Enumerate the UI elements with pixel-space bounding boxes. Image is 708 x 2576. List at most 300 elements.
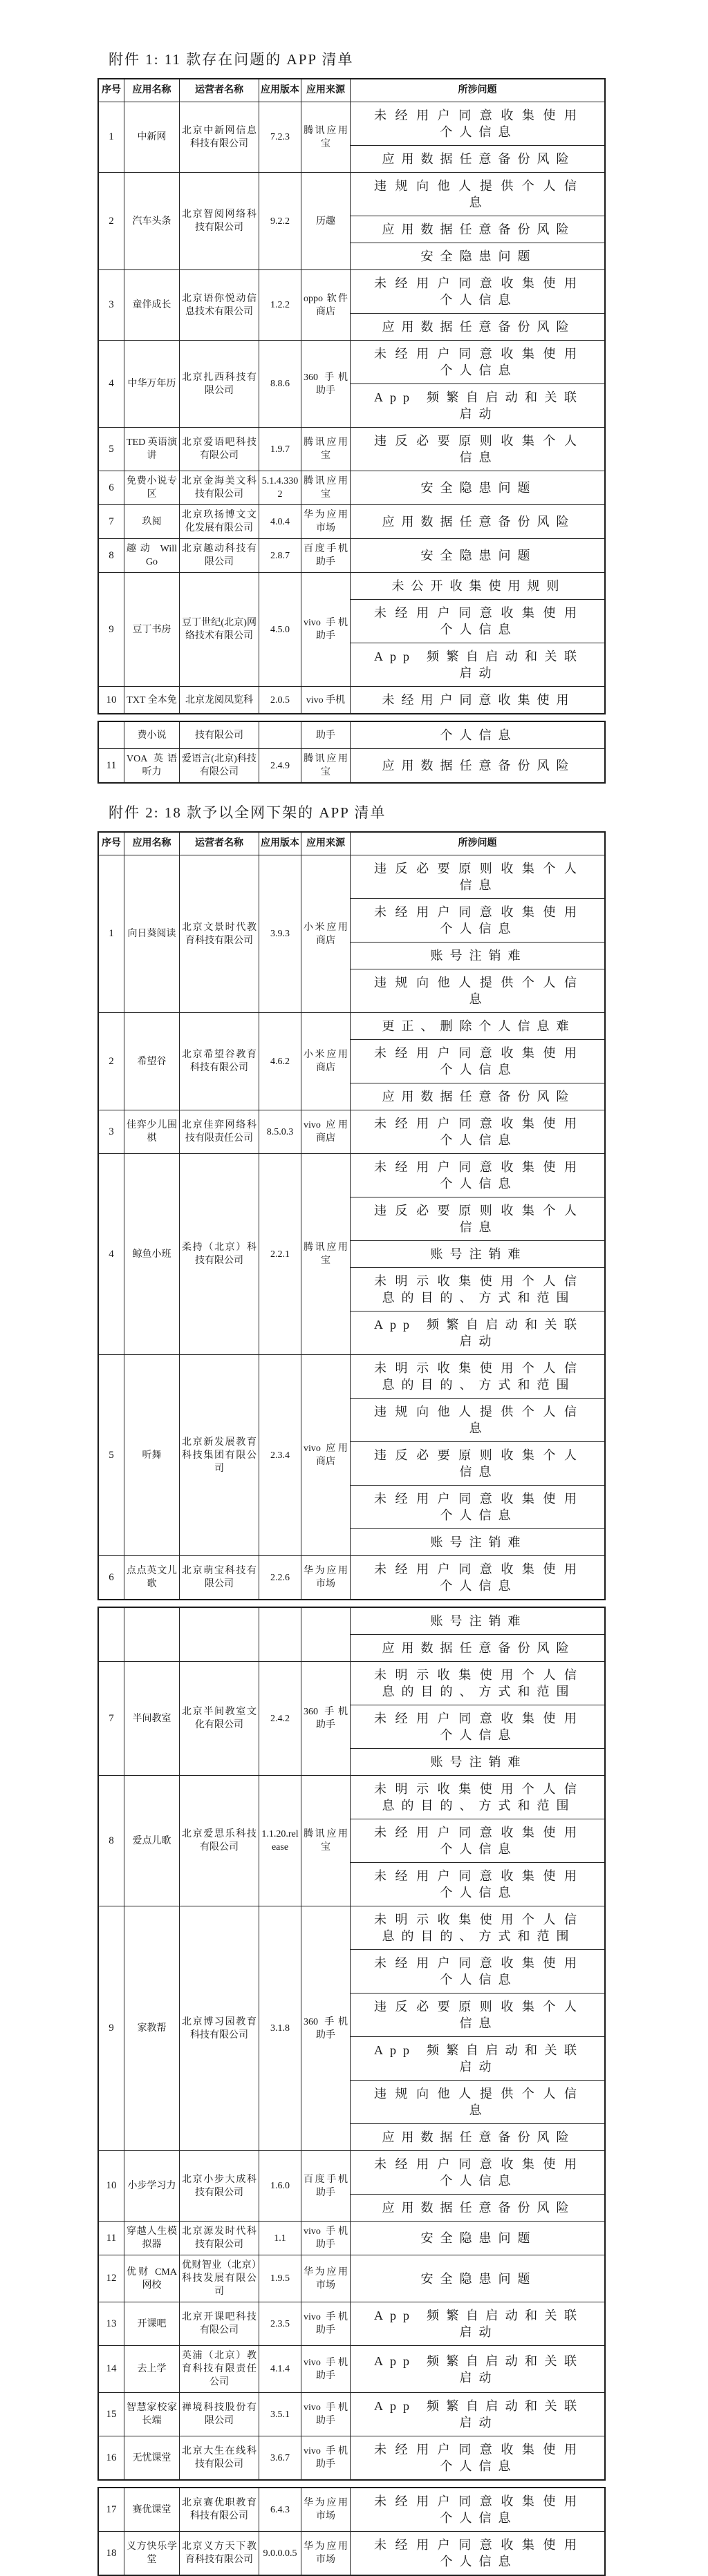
issue-item-text: 未经用户同意收集使用个人信息: [374, 1046, 584, 1077]
version-cell-text: 8.5.0.3: [266, 1126, 294, 1137]
app-name-cell-text: VOA 英语听力: [127, 754, 177, 777]
issues-cell: [350, 1662, 604, 1775]
column-header: [179, 79, 259, 102]
issue-item: [351, 2255, 604, 2302]
attachment-2-title: 附件 2: 18 款予以全网下架的 APP 清单: [109, 804, 386, 821]
version-cell: [259, 1906, 301, 2150]
issue-item: [351, 2488, 604, 2531]
issue-item-text: 违反必要原则收集个人信息: [374, 2000, 584, 2030]
seq-cell: [99, 428, 124, 471]
seq-cell-text: 4: [109, 1248, 114, 1260]
issue-item-text: 未经用户同意收集使用个人信息: [374, 2538, 584, 2568]
operator-cell: [179, 341, 259, 427]
source-cell-text: 腾讯应用宝: [304, 476, 348, 500]
issue-item: [351, 1039, 604, 1083]
operator-cell-text: 北京赛优职教育科技有限公司: [182, 2498, 257, 2521]
issue-item: [351, 102, 604, 145]
column-header: [124, 79, 179, 102]
version-cell-text: 2.8.7: [270, 550, 290, 561]
version-cell: [259, 1776, 301, 1906]
seq-cell-text: 16: [106, 2452, 117, 2463]
issue-item-text: 账号注销难: [430, 1247, 528, 1261]
issue-item-text: 未经用户同意收集使用个人信息: [374, 1492, 584, 1522]
app-name-cell-text: 免费小说专区: [127, 476, 177, 500]
seq-cell-text: 2: [109, 215, 114, 227]
app-row: [99, 2392, 604, 2436]
column-header-text: 序号: [102, 85, 121, 95]
issue-item-text: 未公开收集使用规则: [391, 579, 566, 593]
issue-item: [351, 1197, 604, 1240]
version-cell: [259, 341, 301, 427]
column-header-text: 应用名称: [132, 85, 171, 95]
version-cell-text: 2.3.4: [270, 1450, 290, 1461]
source-cell: [301, 1556, 350, 1599]
seq-cell-text: 10: [106, 694, 117, 705]
operator-cell-text: 北京半间教室文化有限公司: [182, 1707, 257, 1730]
source-cell-text: vivo 应用商店: [304, 1120, 348, 1144]
source-cell-text: 百度手机助手: [304, 2174, 348, 2198]
operator-cell-text: 禅境科技股份有限公司: [182, 2403, 257, 2426]
issues-cell: [350, 341, 604, 427]
seq-cell-text: 8: [109, 549, 114, 561]
seq-cell: [99, 1662, 124, 1775]
issue-item: [351, 1949, 604, 1993]
app-row: [99, 471, 604, 504]
source-cell: [301, 2222, 350, 2255]
app-name-cell: [124, 2393, 179, 2436]
issues-cell: [350, 1556, 604, 1599]
seq-cell: [99, 2346, 124, 2392]
source-cell: [301, 1013, 350, 1110]
issue-item: [351, 505, 604, 538]
issue-item: [351, 722, 604, 748]
version-cell-text: 1.9.5: [270, 2273, 290, 2284]
source-cell-text: vivo 手机助手: [304, 618, 348, 641]
seq-cell: [99, 173, 124, 269]
seq-cell-text: 11: [106, 759, 117, 771]
source-cell: [301, 749, 350, 782]
issue-item-text: 未经用户同意收集使用个人信息: [374, 1160, 584, 1191]
issues-cell: [350, 539, 604, 572]
issue-item: [351, 1993, 604, 2036]
issues-cell: [350, 2255, 604, 2302]
app-name-cell-text: TED 英语演讲: [127, 437, 177, 461]
column-header: [99, 833, 124, 855]
source-cell-text: 华为应用市场: [304, 2266, 348, 2291]
issue-item: [351, 1110, 604, 1153]
table-fragment: [97, 78, 606, 714]
issue-item-text: 违反必要原则收集个人信息: [374, 1448, 584, 1479]
seq-cell: [99, 2255, 124, 2302]
app-name-cell: [124, 1154, 179, 1354]
app-name-cell: [124, 270, 179, 340]
version-cell: [259, 270, 301, 340]
issue-item: [351, 428, 604, 471]
operator-cell: [179, 687, 259, 713]
operator-cell-text: 北京佳弈网络科技有限责任公司: [182, 1120, 257, 1144]
app-name-cell: [124, 539, 179, 572]
issue-item-text: App 频繁自启动和关联启动: [374, 2399, 584, 2430]
issue-item-text: 未经用户同意收集使用个人信息: [374, 905, 584, 936]
operator-cell: [179, 2151, 259, 2221]
app-name-cell-text: 点点英文儿歌: [127, 1566, 177, 1589]
app-name-cell-text: TXT 全本免: [127, 694, 177, 705]
issue-item-text: 未经用户同意收集使用个人信息: [374, 2494, 584, 2525]
source-cell-text: 腾讯应用宝: [304, 1829, 348, 1853]
source-cell-text: 华为应用市场: [304, 510, 348, 533]
operator-cell: [179, 2436, 259, 2479]
issue-item: [351, 1355, 604, 1398]
source-cell: [301, 505, 350, 538]
issue-item: [351, 1485, 604, 1528]
app-name-cell-text: 鲸鱼小班: [132, 1249, 171, 1260]
app-row: [99, 722, 604, 748]
issue-item: [351, 1705, 604, 1748]
app-row: [99, 2150, 604, 2221]
source-cell: [301, 855, 350, 1012]
issue-item: [351, 643, 604, 686]
seq-cell: [99, 341, 124, 427]
app-name-cell-text: 半间教室: [132, 1713, 171, 1724]
issue-item: [351, 1398, 604, 1441]
source-cell-text: 历趣: [316, 216, 335, 227]
seq-cell: [99, 471, 124, 504]
operator-cell-text: 北京智阅网络科技有限公司: [182, 209, 257, 233]
column-header: [301, 833, 350, 855]
issue-item: [351, 313, 604, 340]
app-name-cell: [124, 722, 179, 748]
version-cell: [259, 687, 301, 713]
seq-cell-text: 10: [106, 2180, 117, 2191]
issues-cell: [350, 2346, 604, 2392]
app-name-cell: [124, 2255, 179, 2302]
operator-cell: [179, 749, 259, 782]
issue-item: [351, 383, 604, 427]
table-header-row: [99, 79, 604, 102]
column-header-text: 所涉问题: [458, 85, 497, 95]
version-cell: [259, 1110, 301, 1153]
issue-item: [351, 2151, 604, 2194]
issue-item: [351, 855, 604, 898]
operator-cell: [179, 573, 259, 686]
issue-item: [351, 1906, 604, 1949]
seq-cell: [99, 687, 124, 713]
operator-cell: [179, 2393, 259, 2436]
issue-item: [351, 1608, 604, 1634]
operator-cell-text: 北京扎西科技有限公司: [182, 372, 257, 396]
issue-item-text: 应用数据任意备份风险: [382, 2201, 576, 2215]
seq-cell: [99, 2302, 124, 2345]
app-row: [99, 748, 604, 782]
app-row: [99, 1153, 604, 1354]
issues-cell: [350, 1776, 604, 1906]
version-cell-text: 5.1.4.3302: [261, 476, 299, 500]
column-header-text: 应用版本: [261, 85, 299, 95]
issue-item: [351, 1776, 604, 1819]
operator-cell-text: 北京玖扬博文文化发展有限公司: [182, 510, 257, 533]
app-name-cell: [124, 2532, 179, 2575]
seq-cell-text: 13: [106, 2318, 117, 2329]
source-cell: [301, 2488, 350, 2531]
app-name-cell: [124, 1110, 179, 1153]
seq-cell-text: 9: [109, 623, 114, 635]
app-name-cell: [124, 855, 179, 1012]
source-cell-text: 百度手机助手: [304, 544, 348, 567]
attachment-1-table: [97, 78, 708, 784]
app-row: [99, 2221, 604, 2255]
version-cell-text: 3.5.1: [270, 2409, 290, 2420]
app-name-cell-text: 汽车头条: [132, 216, 171, 227]
version-cell-text: 4.6.2: [270, 1056, 290, 1067]
app-row: [99, 1110, 604, 1153]
seq-cell-text: 7: [109, 1712, 114, 1724]
source-cell-text: 腾讯应用宝: [304, 1242, 348, 1266]
issue-item-text: App 频繁自启动和关联启动: [374, 650, 584, 680]
source-cell: [301, 722, 350, 748]
source-cell: [301, 1355, 350, 1555]
version-cell-text: 1.6.0: [270, 2181, 290, 2191]
seq-cell-text: 8: [109, 1835, 114, 1846]
source-cell: [301, 2436, 350, 2479]
source-cell-text: 腾讯应用宝: [304, 754, 348, 777]
version-cell-text: 2.2.1: [270, 1249, 290, 1260]
app-name-cell: [124, 573, 179, 686]
seq-cell-text: 3: [109, 299, 114, 310]
version-cell: [259, 1013, 301, 1110]
seq-cell-text: 17: [106, 2503, 117, 2515]
issue-item-text: 未经用户同意收集使用个人信息: [374, 1562, 584, 1593]
column-header: [350, 79, 604, 102]
app-name-cell: [124, 341, 179, 427]
source-cell-text: vivo 手机: [306, 694, 346, 705]
version-cell-text: 3.6.7: [270, 2452, 290, 2463]
seq-cell: [99, 539, 124, 572]
seq-cell: [99, 2222, 124, 2255]
operator-cell-text: 北京博习园教育科技有限公司: [182, 2016, 257, 2040]
version-cell: [259, 1556, 301, 1599]
issues-cell: [350, 102, 604, 172]
issue-item-text: 未经用户同意收集使用个人信息: [374, 606, 584, 636]
app-name-cell-text: 向日葵阅读: [127, 929, 176, 939]
issue-item: [351, 573, 604, 599]
issue-item: [351, 687, 604, 713]
issue-item-text: 未经用户同意收集使用个人信息: [374, 276, 584, 307]
issues-cell: [350, 855, 604, 1012]
operator-cell: [179, 1906, 259, 2150]
version-cell: [259, 1662, 301, 1775]
version-cell-text: 7.2.3: [270, 132, 290, 142]
attachment-1-title: 附件 1: 11 款存在问题的 APP 清单: [109, 51, 354, 68]
operator-cell-text: 北京中新网信息科技有限公司: [182, 125, 257, 149]
app-name-cell: [124, 1776, 179, 1906]
issues-cell: [350, 2532, 604, 2575]
issue-item: [351, 2123, 604, 2150]
source-cell-text: vivo 应用商店: [304, 1443, 348, 1467]
issue-item: [351, 2036, 604, 2080]
app-name-cell: [124, 471, 179, 504]
source-cell: [301, 573, 350, 686]
issue-item-text: 违规向他人提供个人信息: [374, 1405, 584, 1435]
issue-item-text: 未经用户同意收集使用个人信息: [374, 1826, 584, 1856]
app-row: [99, 2436, 604, 2479]
operator-cell: [179, 2302, 259, 2345]
issue-item: [351, 2532, 604, 2575]
operator-cell-text: 北京爱思乐科技有限公司: [182, 1829, 257, 1853]
issues-cell: [350, 2488, 604, 2531]
issue-item-text: 违反必要原则收集个人信息: [374, 1204, 584, 1234]
issues-cell: [350, 2393, 604, 2436]
operator-cell: [179, 722, 259, 748]
seq-cell: [99, 2488, 124, 2531]
operator-cell-text: 爱语言(北京)科技有限公司: [182, 754, 257, 777]
source-cell: [301, 471, 350, 504]
issue-item-text: 账号注销难: [430, 1535, 528, 1549]
app-name-cell: [124, 2302, 179, 2345]
operator-cell-text: 技有限公司: [195, 730, 243, 741]
app-name-cell-text: 希望谷: [137, 1056, 167, 1067]
operator-cell-text: 北京龙阅凤览科: [185, 694, 253, 705]
issue-item: [351, 1013, 604, 1039]
issue-item-text: 未经用户同意收集使用个人信息: [374, 2443, 584, 2473]
seq-cell: [99, 2151, 124, 2221]
app-row: [99, 102, 604, 172]
seq-cell: [99, 2436, 124, 2479]
seq-cell-text: 7: [109, 515, 114, 527]
seq-cell: [99, 1110, 124, 1153]
app-name-cell-text: 义方快乐学堂: [127, 2541, 177, 2565]
version-cell-text: 2.4.2: [270, 1713, 290, 1724]
issue-item: [351, 1748, 604, 1775]
app-row: [99, 1012, 604, 1110]
source-cell: [301, 102, 350, 172]
app-name-cell-text: 穿越人生模拟器: [127, 2226, 177, 2250]
attachment-2-section: [97, 802, 708, 2576]
seq-cell: [99, 2393, 124, 2436]
app-row: [99, 2345, 604, 2392]
issue-item: [351, 1267, 604, 1311]
issue-item-text: 未经用户同意收集使用个人信息: [374, 1117, 584, 1147]
seq-cell-text: 4: [109, 378, 114, 389]
operator-cell: [179, 270, 259, 340]
version-cell-text: 3.9.3: [270, 929, 290, 939]
issue-item: [351, 1240, 604, 1267]
app-name-cell: [124, 1662, 179, 1775]
app-row: [99, 686, 604, 713]
seq-cell-text: 2: [109, 1055, 114, 1067]
source-cell: [301, 2532, 350, 2575]
issue-item: [351, 1311, 604, 1354]
version-cell-text: 4.5.0: [270, 624, 290, 635]
version-cell: [259, 855, 301, 1012]
issue-item: [351, 270, 604, 313]
column-header: [350, 833, 604, 855]
app-name-cell: [124, 2151, 179, 2221]
operator-cell: [179, 1013, 259, 1110]
operator-cell: [179, 1556, 259, 1599]
issue-item-text: 未明示收集使用个人信息的目的、方式和范围: [374, 1913, 584, 1943]
version-cell-text: 6.4.3: [270, 2504, 290, 2515]
source-cell: [301, 539, 350, 572]
source-cell-text: 小米应用商店: [304, 922, 348, 946]
app-row: [99, 572, 604, 686]
issue-item-text: 应用数据任意备份风险: [382, 1090, 576, 1104]
seq-cell: [99, 1556, 124, 1599]
operator-cell: [179, 2346, 259, 2392]
issue-item-text: 应用数据任意备份风险: [382, 152, 576, 166]
version-cell-text: 9.0.0.0.5: [263, 2548, 297, 2559]
operator-cell-text: 北京小步大成科技有限公司: [182, 2174, 257, 2198]
source-cell: [301, 687, 350, 713]
issue-item: [351, 1441, 604, 1485]
app-name-cell: [124, 1556, 179, 1599]
app-name-cell-text: 开课吧: [137, 2318, 167, 2329]
app-name-cell: [124, 428, 179, 471]
source-cell-text: vivo 手机助手: [304, 2357, 348, 2381]
table-fragment: [97, 2487, 606, 2576]
issue-item-text: 违反必要原则收集个人信息: [374, 434, 584, 464]
issue-item: [351, 471, 604, 504]
seq-cell-text: 6: [109, 482, 114, 493]
source-cell-text: 360 手机助手: [304, 1707, 348, 1730]
seq-cell: [99, 573, 124, 686]
issue-item: [351, 173, 604, 216]
seq-cell: [99, 749, 124, 782]
operator-cell: [179, 173, 259, 269]
version-cell-text: 1.2.2: [270, 300, 290, 310]
issue-item: [351, 145, 604, 172]
seq-cell-text: 1: [109, 131, 114, 142]
issue-item: [351, 2194, 604, 2221]
version-cell: [259, 722, 301, 748]
issue-item: [351, 2302, 604, 2345]
issue-item-text: App 频繁自启动和关联启动: [374, 2309, 584, 2339]
issues-cell: [350, 2151, 604, 2221]
version-cell-text: 4.0.4: [270, 516, 290, 527]
source-cell: [301, 2302, 350, 2345]
operator-cell: [179, 1154, 259, 1354]
seq-cell: [99, 1906, 124, 2150]
seq-cell-text: 5: [109, 1449, 114, 1461]
operator-cell: [179, 2488, 259, 2531]
issues-cell: [350, 2302, 604, 2345]
seq-cell: [99, 102, 124, 172]
issue-item: [351, 1819, 604, 1862]
source-cell: [301, 428, 350, 471]
issue-item: [351, 341, 604, 383]
operator-cell-text: 英浦（北京）教育科技有限责任公司: [182, 2351, 257, 2387]
app-name-cell-text: 赛优课堂: [132, 2504, 171, 2515]
operator-cell-text: 北京义方天下教育科技有限公司: [182, 2541, 257, 2565]
app-row: [99, 269, 604, 340]
issue-item-text: 更正、删除个人信息难: [382, 1019, 576, 1033]
operator-cell: [179, 1776, 259, 1906]
seq-cell: [99, 855, 124, 1012]
source-cell-text: 360 手机助手: [304, 2016, 348, 2040]
issue-item-text: 应用数据任意备份风险: [382, 222, 576, 236]
version-cell-text: 3.1.8: [270, 2023, 290, 2034]
issues-cell: [350, 505, 604, 538]
source-cell: [301, 2255, 350, 2302]
operator-cell-text: 北京金海美文科技有限公司: [182, 476, 257, 500]
app-name-cell-text: 佳弈少儿围棋: [127, 1120, 177, 1144]
seq-cell-text: 3: [109, 1126, 114, 1137]
app-name-cell-text: 智慧家校家长端: [127, 2403, 177, 2426]
version-cell: [259, 2393, 301, 2436]
app-name-cell-text: 中华万年历: [127, 379, 176, 389]
operator-cell-text: 北京源发时代科技有限公司: [182, 2226, 257, 2250]
column-header-text: 应用来源: [306, 85, 345, 95]
seq-cell-text: 1: [109, 928, 114, 939]
